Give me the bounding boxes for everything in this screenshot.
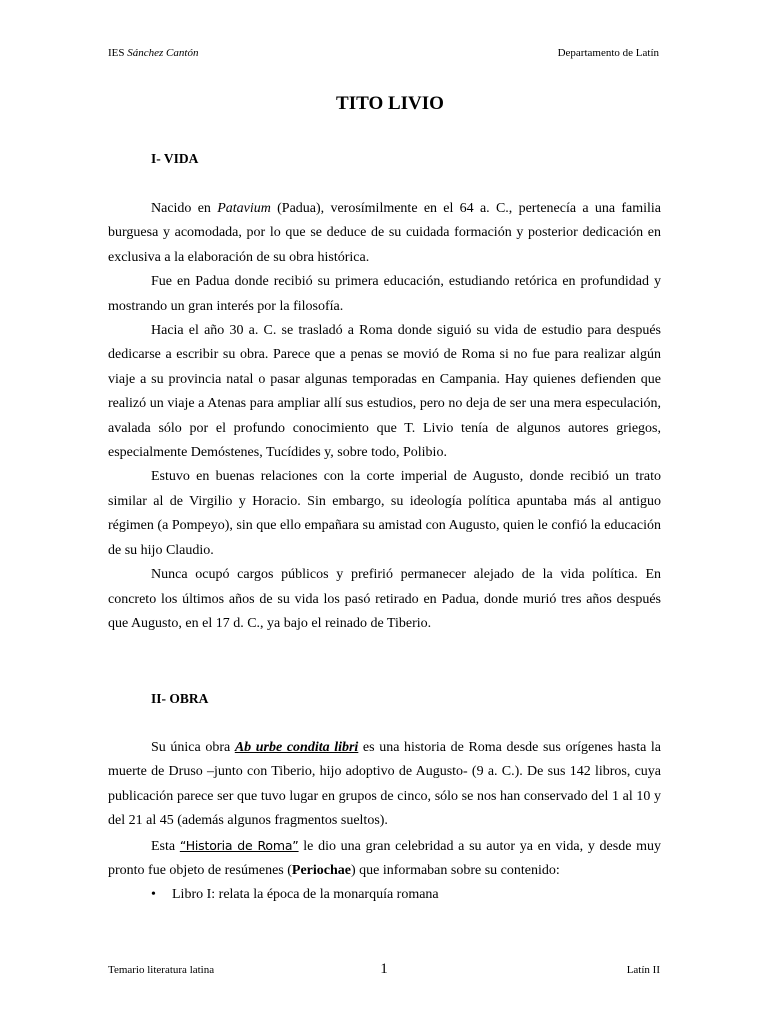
header-left [108,47,198,59]
page-number: 1 [380,961,388,977]
work-title: Ab urbe condita libri [234,740,359,755]
header-school-name: Sánchez Cantón [127,47,199,59]
latin-placename: Patavium [217,201,271,216]
paragraph: Estuvo en buenas relaciones con la corte imperial de Augusto, donde recibió un trato similar al de Virgilio y Horacio. Sin embargo, su ideología política apuntaba más al antiguo régimen (a Pompeyo), sin que ello empañara su amistad con Augusto, quien le confió la educación de su hijo Claudio. [108,469,661,558]
quoted-title: “Historia de Roma” [179,837,299,853]
paragraph: Fue en Padua donde recibió su primera educación, estudiando retórica en profundidad y mostrando un gran interés por la filosofía. [108,274,661,314]
footer-left: Temario literatura latina [108,964,215,976]
paragraph [108,834,661,884]
paragraph: Nunca ocupó cargos públicos y prefirió permanecer alejado de la vida política. En concreto los últimos años de su vida los pasó retirado en Padua, donde murió tres años después que Augusto, en el 17 d. C., ya bajo el reinado de Tiberio. [108,567,661,631]
periochae-term: Periochae [291,863,351,879]
text-run: ) que informaban sobre su contenido: [350,863,560,879]
paragraph [108,736,661,834]
paragraph [108,197,661,270]
bullet-list [108,883,661,907]
bullet-icon: • [151,887,156,903]
list-item-text: Libro I: relata la época de la monarquía romana [172,887,439,903]
paragraph: Hacia el año 30 a. C. se trasladó a Roma donde siguió su vida de estudio para después dedicarse a escribir su obra. Parece que a penas se movió de Roma si no fue para realizar algún viaje a su provincia natal o pasar algunas temporadas en Campania. Hay quienes defienden que realizó un viaje a Atenas para ampliar allí sus estudios, pero no deja de ser una mera especulación, avalada sólo por el profundo conocimiento que T. Livio tenía de algunos autores griegos, especialmente Demóstenes, Tucídides y, sobre todo, Polibio. [108,323,661,461]
page-title: TITO LIVIO [336,93,444,114]
section-body-vida [108,197,661,636]
section-body-obra [108,736,661,908]
text-run: le dio una gran celebridad a su autor ya en vida, y desde muy pronto fue objeto de resúmenes ( [108,838,662,879]
list-item [108,883,661,907]
footer-right: Latín II [626,964,660,976]
header-department: Departamento de Latín [557,47,659,59]
text-run: Esta [151,838,180,854]
text-run: es una historia de Roma desde sus orígenes hasta la muerte de Druso –junto con Tiberio, hijo adoptivo de Augusto- (9 a. C.). De sus 142 libros, cuya publicación parece ser que tuvo lugar en grupos de cinco, sólo se nos han conservado del 1 al 10 y del 21 al 45 (además algunos fragmentos sueltos). [108,740,662,829]
section-heading-obra: II- OBRA [151,691,209,706]
text-run: Nacido en [151,201,218,216]
text-run: Su única obra [151,740,235,755]
text-run: (Padua), verosímilmente en el 64 a. C., pertenecía a una familia burguesa y acomodada, por lo que se deduce de su cuidada formación y posterior dedicación en exclusiva a la elaboración de su obra histórica. [108,201,661,265]
section-heading-vida: I- VIDA [151,151,199,166]
header-school: IES [108,47,128,59]
